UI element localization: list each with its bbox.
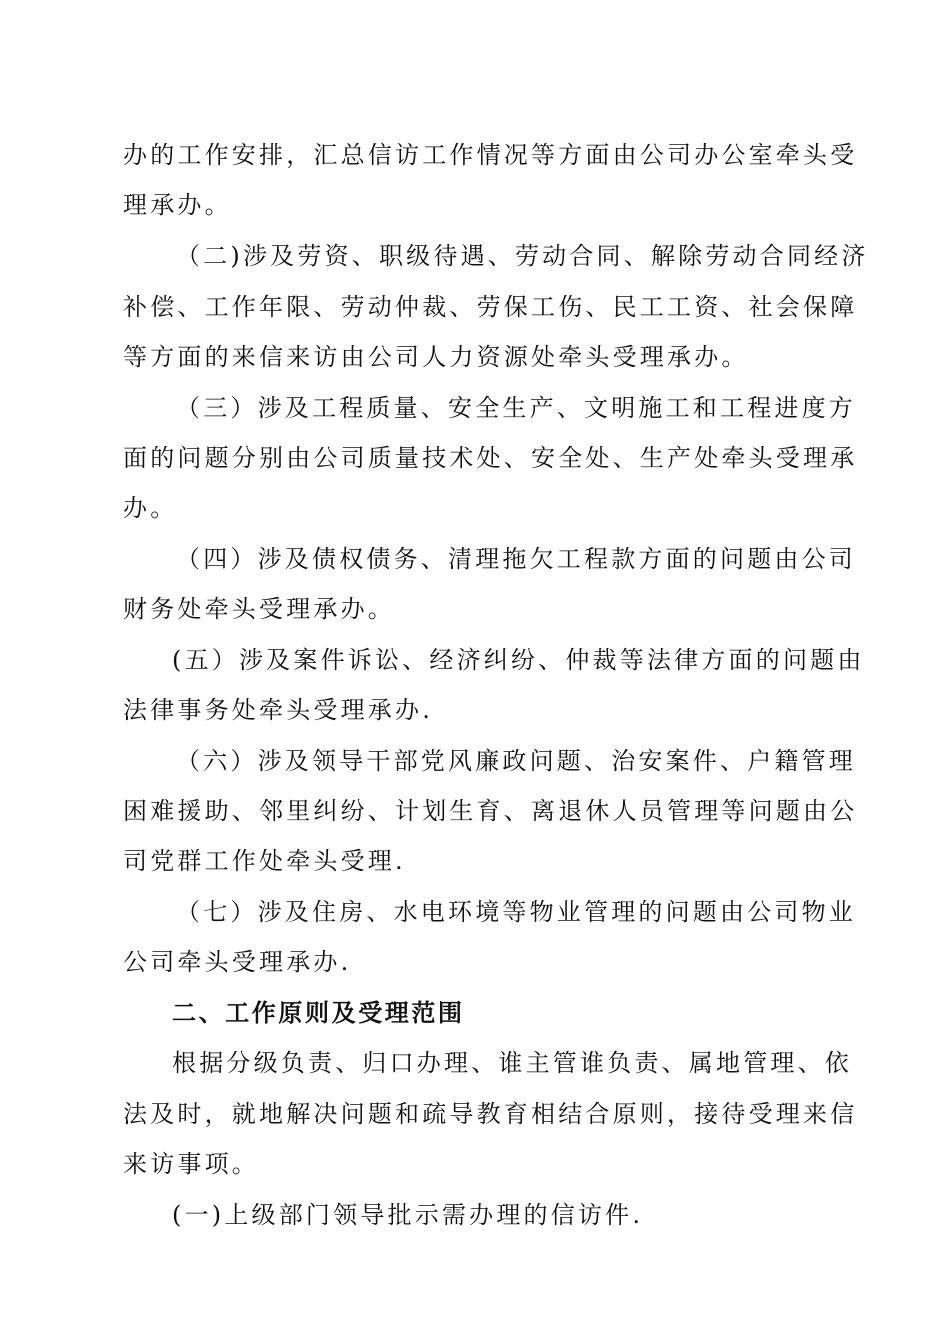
text-line: 理承办。	[123, 191, 232, 219]
text-line: 办。	[123, 494, 178, 522]
text-line: （七）涉及住房、水电环境等物业管理的问题由公司物业	[176, 898, 856, 926]
text-line: 公司牵头受理承办.	[123, 948, 352, 976]
text-line: 司党群工作处牵头受理.	[123, 847, 406, 875]
text-line: （二)涉及劳资、职级待遇、劳动合同、解除劳动合同经济	[176, 242, 869, 270]
text-line: 等方面的来信来访由公司人力资源处牵头受理承办。	[123, 343, 749, 371]
text-line: 面的问题分别由公司质量技术处、安全处、生产处牵头受理承	[123, 444, 858, 472]
text-line: 困难援助、邻里纠纷、计划生育、离退休人员管理等问题由公	[123, 797, 858, 825]
text-line: 来访事项。	[123, 1150, 259, 1178]
text-line: （四）涉及债权债务、清理拖欠工程款方面的问题由公司	[176, 545, 856, 573]
text-line: 补偿、工作年限、劳动仲裁、劳保工伤、民工工资、社会保障	[123, 293, 858, 321]
text-line: （三）涉及工程质量、安全生产、文明施工和工程进度方	[176, 394, 856, 422]
text-line: 办的工作安排，汇总信访工作情况等方面由公司办公室牵头受	[123, 141, 858, 169]
text-line: （六）涉及领导干部党风廉政问题、治安案件、户籍管理	[176, 747, 856, 775]
text-line: 法及时，就地解决问题和疏导教育相结合原则，接待受理来信	[123, 1100, 858, 1128]
text-line: 根据分级负责、归口办理、谁主管谁负责、属地管理、依	[172, 1049, 852, 1077]
text-line: 财务处牵头受理承办。	[123, 595, 395, 623]
text-line: (一)上级部门领导批示需办理的信访件.	[172, 1201, 644, 1229]
text-line: (五）涉及案件诉讼、经济纠纷、仲裁等法律方面的问题由	[172, 646, 865, 674]
section-heading: 二、工作原则及受理范围	[172, 999, 465, 1027]
text-line: 法律事务处牵头受理承办.	[123, 696, 434, 724]
